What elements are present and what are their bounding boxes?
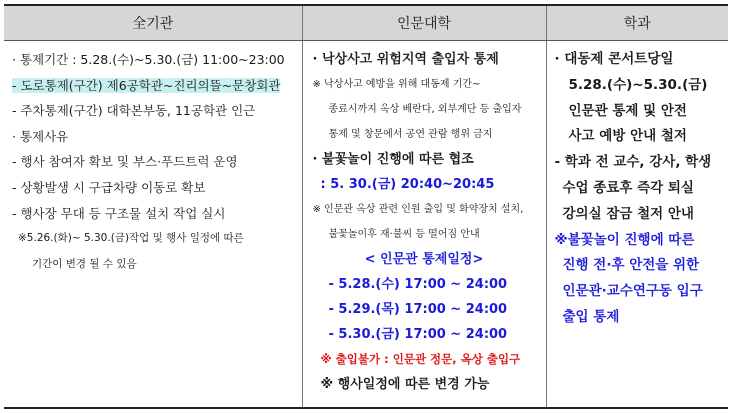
- faculty-heading: - 학과 전 교수, 강사, 학생: [554, 154, 712, 171]
- notice-table: [4, 4, 728, 409]
- reason-item-1: - 행사 참여자 확보 및 부스·푸드트럭 운영: [12, 154, 238, 170]
- schedule-note: ※5.26.(화)~ 5.30.(금)작업 및 행사 일정에 따른: [18, 232, 244, 245]
- humanities-college-cell: [302, 41, 546, 409]
- fireworks-dept-line-4: 출입 통제: [562, 308, 620, 325]
- schedule-note-cont: 기간이 변경 될 수 있음: [32, 257, 137, 270]
- control-schedule-title: < 인문관 통제일정>: [364, 252, 484, 267]
- reason-item-2: - 상황발생 시 구급차량 이동로 확보: [12, 179, 206, 195]
- road-control-text: - 도로통제(구간) 제6공학관~진리의뜰~문창회관: [12, 77, 281, 93]
- department-cell: [546, 41, 728, 409]
- reason-item-3: - 행사장 무대 등 구조물 설치 작업 실시: [12, 205, 226, 221]
- fireworks-note-2: 불꽃놀이후 재·불씨 등 떨어짐 안내: [328, 229, 480, 240]
- header-department: 학과: [546, 5, 728, 41]
- fall-risk-note-3: 통제 및 창문에서 공연 관람 행위 금지: [328, 129, 493, 140]
- road-control-line: [4, 73, 302, 99]
- building-control-line: 인문관 통제 및 안전: [568, 102, 687, 119]
- fireworks-dept-line-2: 진행 전·후 안전을 위한: [562, 257, 700, 274]
- control-reason-heading: · 통제사유: [12, 128, 69, 144]
- all-institutions-cell: [4, 41, 302, 409]
- fall-risk-heading: · 낙상사고 위험지역 출입자 통제: [312, 52, 499, 67]
- content-row: [4, 41, 728, 409]
- header-humanities-college: 인문대학: [302, 5, 546, 41]
- change-notice: ※ 행사일정에 따른 변경 가능: [320, 377, 490, 392]
- faculty-line-2: 수업 종료후 즉각 퇴실: [562, 179, 694, 196]
- schedule-day-3: - 5.30.(금) 17:00 ~ 24:00: [328, 327, 508, 342]
- safety-guidance-line: 사고 예방 안내 철저: [568, 128, 687, 145]
- concert-day-heading: · 대동제 콘서트당일: [554, 51, 674, 67]
- header-all-institutions: 全기관: [4, 5, 302, 41]
- fall-risk-note-1: ※ 낙상사고 예방을 위해 대동제 기간~: [312, 79, 481, 90]
- schedule-day-1: - 5.28.(수) 17:00 ~ 24:00: [328, 277, 508, 292]
- fireworks-note-1: ※ 인문관 옥상 관련 인원 출입 및 화약장치 설치,: [312, 204, 524, 215]
- header-row: [4, 5, 728, 41]
- concert-dates: 5.28.(수)~5.30.(금): [568, 76, 708, 93]
- faculty-line-3: 강의실 잠금 철저 안내: [562, 205, 694, 222]
- fireworks-dept-line-3: 인문관·교수연구동 입구: [562, 283, 703, 300]
- schedule-day-2: - 5.29.(목) 17:00 ~ 24:00: [328, 302, 508, 317]
- fireworks-time: : 5. 30.(금) 20:40~20:45: [320, 177, 495, 192]
- no-entry-notice: ※ 출입불가 : 인문관 정문, 옥상 출입구: [320, 352, 521, 366]
- fireworks-heading: · 불꽃놀이 진행에 따른 협조: [312, 152, 474, 167]
- fireworks-dept-heading: ※불꽃놀이 진행에 따른: [554, 231, 695, 248]
- parking-control-line: - 주차통제(구간) 대학본부동, 11공학관 인근: [12, 103, 256, 119]
- control-period-line: · 통제기간 : 5.28.(수)~5.30.(금) 11:00~23:00: [12, 52, 285, 67]
- fall-risk-note-2: 종료시까지 옥상 베란다, 외부계단 등 출입자: [328, 104, 522, 115]
